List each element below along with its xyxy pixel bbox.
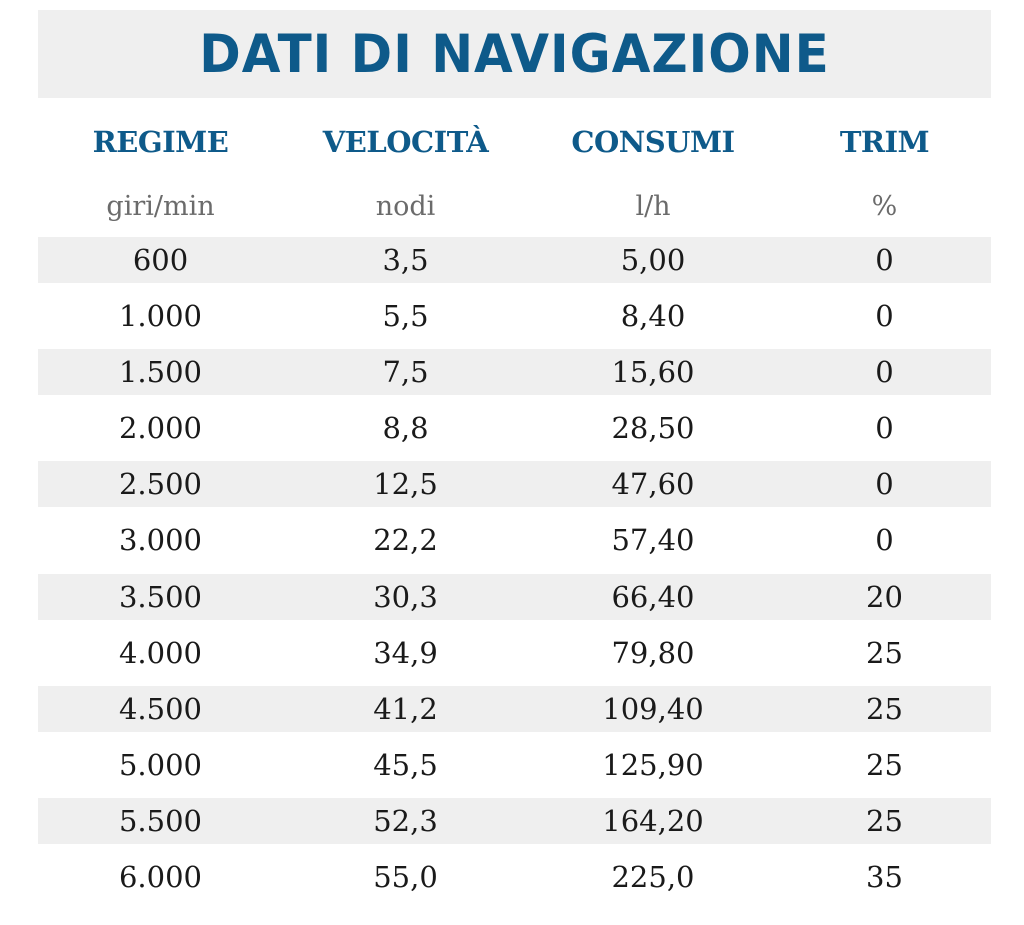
title-bar <box>38 10 991 98</box>
table-row <box>38 849 991 905</box>
table-row <box>38 625 991 681</box>
table-row <box>38 461 991 507</box>
cell-regime: 2.000 <box>118 411 203 446</box>
table-row <box>38 288 991 344</box>
table-title: DATI DI NAVIGAZIONE <box>199 23 830 85</box>
cell-trim: 0 <box>875 523 894 558</box>
table-row <box>38 349 991 395</box>
cell-regime: 4.000 <box>118 635 203 670</box>
cell-regime: 1.000 <box>118 299 203 334</box>
cell-trim: 0 <box>875 467 894 502</box>
cell-consumi: 5,00 <box>620 243 686 277</box>
unit-consumi: l/h <box>635 190 671 222</box>
cell-trim: 25 <box>866 691 903 726</box>
cell-trim: 35 <box>866 860 903 895</box>
cell-velocita: 41,2 <box>373 691 438 726</box>
cell-consumi: 225,0 <box>611 860 695 895</box>
cell-trim: 0 <box>875 299 894 334</box>
cell-consumi: 164,20 <box>602 803 704 838</box>
cell-regime: 3.500 <box>118 579 203 614</box>
unit-row <box>38 180 991 232</box>
cell-trim: 0 <box>875 355 894 390</box>
header-trim: TRIM <box>839 125 930 159</box>
cell-velocita: 55,0 <box>373 860 438 895</box>
cell-trim: 25 <box>866 803 903 838</box>
cell-trim: 25 <box>866 747 903 782</box>
header-velocita: VELOCITÀ <box>322 125 489 159</box>
header-regime: REGIME <box>92 125 229 159</box>
cell-velocita: 34,9 <box>373 635 438 670</box>
cell-trim: 20 <box>866 579 903 614</box>
table-row <box>38 686 991 732</box>
cell-regime: 600 <box>132 243 189 277</box>
cell-consumi: 57,40 <box>611 523 695 558</box>
cell-consumi: 47,60 <box>611 467 695 502</box>
cell-regime: 6.000 <box>118 860 203 895</box>
cell-velocita: 52,3 <box>373 803 438 838</box>
cell-velocita: 30,3 <box>373 579 438 614</box>
cell-regime: 3.000 <box>118 523 203 558</box>
cell-regime: 5.000 <box>118 747 203 782</box>
cell-velocita: 22,2 <box>373 523 438 558</box>
cell-consumi: 125,90 <box>602 747 704 782</box>
cell-velocita: 3,5 <box>382 243 429 277</box>
cell-consumi: 79,80 <box>611 635 695 670</box>
cell-trim: 25 <box>866 635 903 670</box>
table-row <box>38 737 991 793</box>
cell-consumi: 28,50 <box>611 411 695 446</box>
header-consumi: CONSUMI <box>571 125 735 159</box>
table-row <box>38 574 991 620</box>
table-row <box>38 237 991 283</box>
cell-velocita: 45,5 <box>373 747 438 782</box>
cell-trim: 0 <box>875 411 894 446</box>
cell-consumi: 8,40 <box>620 299 686 334</box>
cell-trim: 0 <box>875 243 894 277</box>
cell-consumi: 15,60 <box>611 355 695 390</box>
cell-consumi: 109,40 <box>602 691 704 726</box>
unit-velocita: nodi <box>375 190 436 222</box>
cell-velocita: 8,8 <box>382 411 429 446</box>
table-row <box>38 400 991 456</box>
cell-regime: 4.500 <box>118 691 203 726</box>
table-row <box>38 798 991 844</box>
cell-regime: 2.500 <box>118 467 203 502</box>
cell-regime: 5.500 <box>118 803 203 838</box>
unit-regime: giri/min <box>106 190 215 222</box>
column-header-row <box>38 104 991 180</box>
cell-consumi: 66,40 <box>611 579 695 614</box>
cell-velocita: 5,5 <box>382 299 429 334</box>
navigation-data-table <box>38 10 991 905</box>
table-body <box>38 237 991 905</box>
unit-trim: % <box>871 190 898 222</box>
cell-regime: 1.500 <box>118 355 203 390</box>
cell-velocita: 12,5 <box>373 467 438 502</box>
cell-velocita: 7,5 <box>382 355 429 390</box>
table-row <box>38 512 991 568</box>
